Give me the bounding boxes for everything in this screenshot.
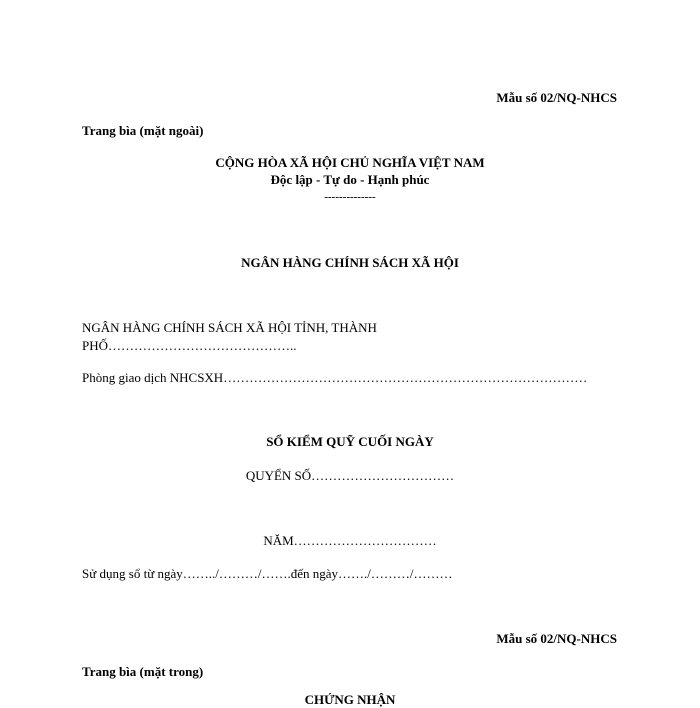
form-code-top: Mẫu số 02/NQ-NHCS: [496, 90, 617, 105]
province-branch-line2: PHỐ……………………………………..: [82, 338, 297, 353]
usage-period-line: Sử dụng sổ từ ngày……../………/…….đến ngày……./………/………: [82, 566, 453, 581]
bank-name-heading: NGÂN HÀNG CHÍNH SÁCH XÃ HỘI: [241, 255, 459, 270]
transaction-office-line: Phòng giao dịch NHCSXH…………………………………………………………………………: [82, 370, 588, 385]
volume-number-line: QUYỂN SỐ……………………………: [245, 468, 455, 483]
book-title: SỔ KIỂM QUỸ CUỐI NGÀY: [266, 434, 434, 449]
motto: Độc lập - Tự do - Hạnh phúc: [270, 172, 430, 187]
cover-outer-label: Trang bìa (mặt ngoài): [82, 123, 204, 138]
form-code-bottom: Mẫu số 02/NQ-NHCS: [496, 631, 617, 646]
province-branch-line1: NGÂN HÀNG CHÍNH SÁCH XÃ HỘI TỈNH, THÀNH: [82, 320, 377, 335]
motto-divider: --------------: [324, 191, 376, 203]
cover-inner-label: Trang bìa (mặt trong): [82, 664, 204, 679]
year-line: NĂM……………………………: [263, 533, 437, 548]
national-title: CỘNG HÒA XÃ HỘI CHỦ NGHĨA VIỆT NAM: [215, 155, 485, 170]
next-heading-partial: CHỨNG NHẬN: [304, 692, 396, 707]
